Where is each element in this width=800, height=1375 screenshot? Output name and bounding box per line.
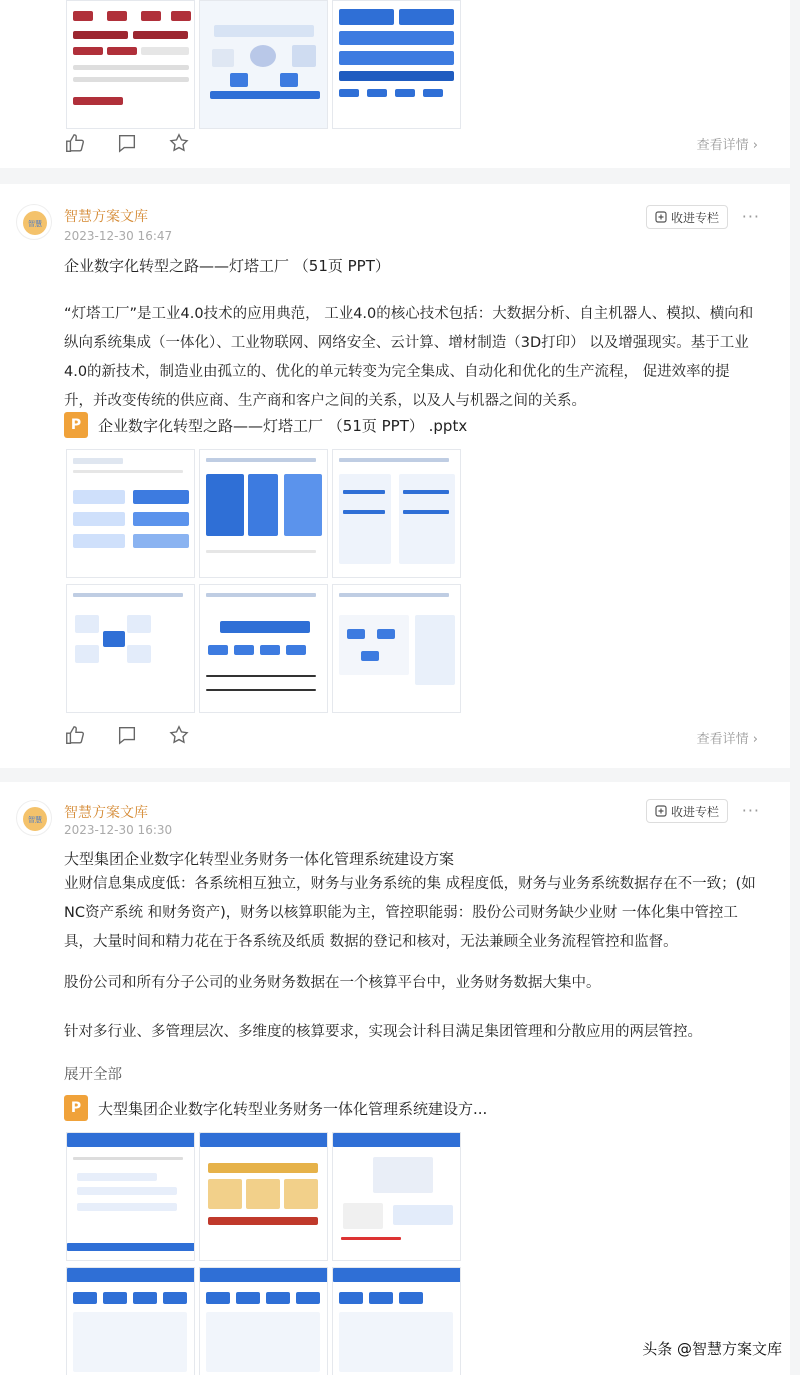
comment-icon[interactable] <box>116 132 138 154</box>
post-1-actions <box>64 132 190 154</box>
add-to-column-label: 收进专栏 <box>670 804 719 819</box>
post-1-image-grid[interactable] <box>66 0 461 129</box>
view-details-link[interactable]: 查看详情 › <box>696 138 758 153</box>
post-card-1 <box>0 0 790 168</box>
post-1-thumb-3[interactable] <box>332 0 461 129</box>
attachment-filename[interactable]: 企业数字化转型之路——灯塔工厂 （51页 PPT） .pptx <box>98 416 468 435</box>
avatar[interactable] <box>16 800 52 836</box>
post-3-thumb-6[interactable] <box>332 1267 461 1375</box>
post-body: “灯塔工厂”是工业4.0技术的应用典范， 工业4.0的核心技术包括：大数据分析、自主机器人、模拟、横向和纵向系统集成（一体化）、工业物联网、网络安全、云计算、增材制造（3D打印） 以及增强现实。基于工业4.0的新技术，制造业由孤立的、优化的单元转变为完全集成、自动化和优化的生产流程， 促进效率的提升，并改变传统的供应商、生产商和客户之间的关系，以及人与机器之间的关系。 <box>64 306 754 409</box>
svg-text:智慧: 智慧 <box>28 220 42 228</box>
post-3-thumb-1[interactable] <box>66 1132 195 1261</box>
attachment-filename[interactable]: 大型集团企业数字化转型业务财务一体化管理系统建设方... <box>98 1099 488 1118</box>
post-1-thumb-1[interactable] <box>66 0 195 129</box>
avatar[interactable] <box>16 204 52 240</box>
add-to-column-button[interactable] <box>646 799 728 823</box>
like-icon[interactable] <box>64 724 86 746</box>
post-2-thumb-4[interactable] <box>66 584 195 713</box>
like-icon[interactable] <box>64 132 86 154</box>
ppt-file-icon: P <box>64 412 88 438</box>
post-date: 2023-12-30 16:30 <box>64 823 173 837</box>
comment-icon[interactable] <box>116 724 138 746</box>
post-body-paragraph-3: 针对多行业、多管理层次、多维度的核算要求，实现会计科目满足集团管理和分散应用的两层管控。 <box>64 1024 702 1040</box>
post-body-paragraph-2: 股份公司和所有分子公司的业务财务数据在一个核算平台中，业务财务数据大集中。 <box>64 975 601 991</box>
more-options-icon[interactable]: ··· <box>741 801 760 820</box>
post-2-thumb-3[interactable] <box>332 449 461 578</box>
add-to-column-button[interactable] <box>646 205 728 229</box>
watermark-label: 头条 @智慧方案文库 <box>642 1340 782 1358</box>
expand-all-link[interactable]: 展开全部 <box>64 1067 122 1083</box>
post-2-thumb-2[interactable] <box>199 449 328 578</box>
post-card-2 <box>0 184 790 768</box>
post-2-thumb-5[interactable] <box>199 584 328 713</box>
post-2-image-grid[interactable] <box>66 449 466 713</box>
svg-text:智慧: 智慧 <box>28 816 42 824</box>
post-date: 2023-12-30 16:47 <box>64 229 173 243</box>
post-1-thumb-2[interactable] <box>199 0 328 129</box>
ppt-file-icon: P <box>64 1095 88 1121</box>
attachment-file[interactable] <box>64 412 467 438</box>
attachment-file[interactable] <box>64 1095 487 1121</box>
post-2-thumb-1[interactable] <box>66 449 195 578</box>
star-icon[interactable] <box>168 132 190 154</box>
post-3-thumb-2[interactable] <box>199 1132 328 1261</box>
post-3-thumb-3[interactable] <box>332 1132 461 1261</box>
column-icon <box>655 805 667 817</box>
author-name[interactable]: 智慧方案文库 <box>64 209 148 225</box>
post-3-thumb-5[interactable] <box>199 1267 328 1375</box>
post-body-paragraph-1: 业财信息集成度低：各系统相互独立，财务与业务系统的集 成程度低，财务与业务系统数据存在不一致；(如NC资产系统 和财务资产)，财务以核算职能为主，管控职能弱：股份公司财务缺少业财 一体化集中管控工具，大量时间和精力花在于各系统及纸质 数据的登记和核对，无法兼顾全业务流程管控和监督。 <box>64 876 756 950</box>
post-card-3 <box>0 782 790 1375</box>
author-name[interactable]: 智慧方案文库 <box>64 805 148 821</box>
post-2-thumb-6[interactable] <box>332 584 461 713</box>
view-details-link[interactable]: 查看详情 › <box>696 732 758 747</box>
post-3-thumb-4[interactable] <box>66 1267 195 1375</box>
post-title[interactable]: 大型集团企业数字化转型业务财务一体化管理系统建设方案 <box>64 850 455 868</box>
post-2-actions <box>64 724 190 746</box>
add-to-column-label: 收进专栏 <box>670 210 719 225</box>
star-icon[interactable] <box>168 724 190 746</box>
more-options-icon[interactable]: ··· <box>741 207 760 226</box>
post-3-image-grid[interactable] <box>66 1132 466 1375</box>
column-icon <box>655 211 667 223</box>
post-title[interactable]: 企业数字化转型之路——灯塔工厂 （51页 PPT） <box>64 257 390 275</box>
